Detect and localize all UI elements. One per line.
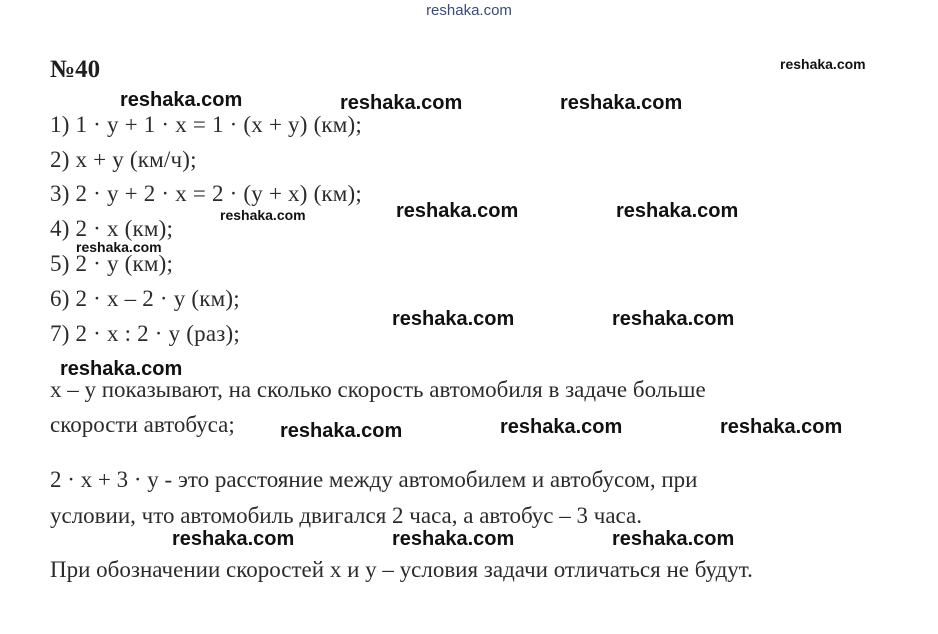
answer-line-5: 5) 2 · y (км);	[50, 251, 174, 276]
explanation-3-line-1: При обозначении скоростей x и y – условия задачи отличаться не будут.	[50, 557, 753, 582]
answer-line-6: 6) 2 · x – 2 · y (км);	[50, 286, 240, 311]
watermark: reshaka.com	[560, 92, 683, 114]
answer-line-3: 3) 2 · y + 2 · x = 2 · (y + x) (км);	[50, 181, 363, 206]
explanation-2-line-2: условии, что автомобиль двигался 2 часа, а автобус – 3 часа.	[50, 503, 642, 528]
watermark: reshaka.com	[340, 92, 463, 114]
explanation-1-line-1: x – y показывают, на сколько скорость автомобиля в задаче больше	[50, 377, 706, 402]
answer-line-1: 1) 1 · y + 1 · x = 1 · (x + y) (км);	[50, 112, 363, 137]
watermark: reshaka.com	[616, 200, 739, 222]
watermark: reshaka.com	[612, 528, 735, 550]
watermark: reshaka.com	[120, 89, 243, 111]
answer-line-2: 2) x + y (км/ч);	[50, 147, 197, 172]
task-number: №40	[50, 56, 101, 83]
watermark: reshaka.com	[500, 416, 623, 438]
watermark: reshaka.com	[396, 200, 519, 222]
explanation-1-line-2: скорости автобуса;	[50, 412, 235, 437]
answer-line-4: 4) 2 · x (км);	[50, 216, 174, 241]
site-header-link[interactable]: reshaka.com	[426, 2, 512, 19]
watermark: reshaka.com	[280, 420, 403, 442]
explanation-2-line-1: 2 · x + 3 · y - это расстояние между автомобилем и автобусом, при	[50, 467, 698, 492]
watermark: reshaka.com	[612, 308, 735, 330]
watermark: reshaka.com	[780, 56, 866, 72]
watermark: reshaka.com	[392, 528, 515, 550]
answer-line-7: 7) 2 · x : 2 · y (раз);	[50, 321, 240, 346]
watermark: reshaka.com	[720, 416, 843, 438]
watermark: reshaka.com	[60, 358, 183, 380]
watermark: reshaka.com	[392, 308, 515, 330]
watermark: reshaka.com	[76, 239, 162, 255]
watermark: reshaka.com	[172, 528, 295, 550]
watermark: reshaka.com	[220, 207, 306, 223]
